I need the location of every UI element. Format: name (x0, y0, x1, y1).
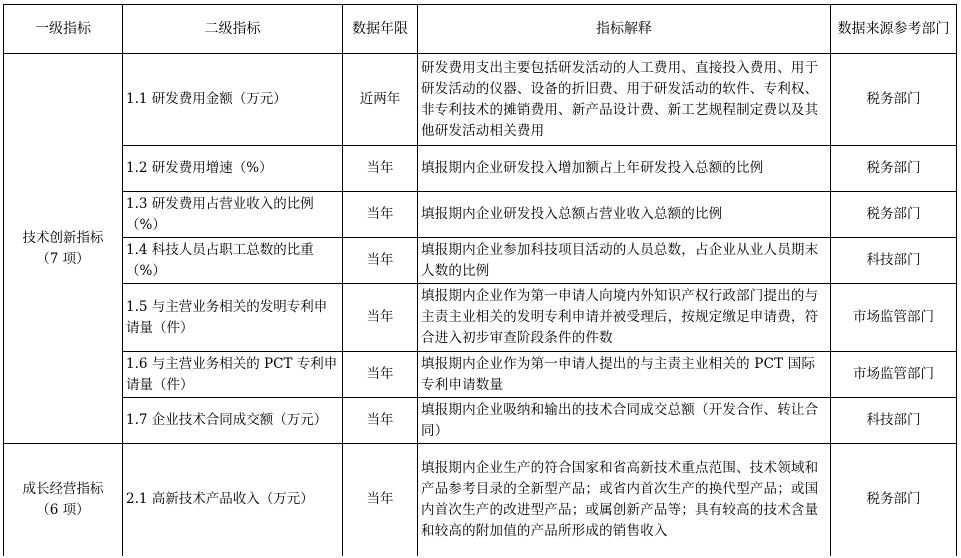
group-count: （6 项） (36, 501, 90, 518)
source-department: 税务部门 (831, 54, 957, 146)
indicator-name: 1.2 研发费用增速（%） (123, 146, 343, 192)
header-level1: 一级指标 (4, 5, 123, 54)
indicator-name: 1.4 科技人员占职工总数的比重（%） (123, 238, 343, 284)
indicator-explanation: 填报期内企业研发投入增加额占上年研发投入总额的比例 (418, 146, 831, 192)
indicator-name: 2.1 高新技术产品收入（万元） (123, 444, 343, 556)
data-years: 当年 (343, 238, 418, 284)
source-department: 市场监管部门 (831, 352, 957, 398)
source-department: 税务部门 (831, 146, 957, 192)
data-years: 当年 (343, 398, 418, 444)
table-row (4, 398, 957, 444)
group-name: 成长经营指标 (22, 480, 104, 497)
header-level2: 二级指标 (123, 5, 343, 54)
indicator-explanation: 填报期内企业生产的符合国家和省高新技术重点范围、技术领域和产品参考目录的全新型产品；或省内首次生产的换代型产品；或国内首次生产的改进型产品；或属创新产品等；具有较高的技术含量和较高的附加值的产品所形成的销售收入 (418, 444, 831, 556)
table-row (4, 54, 957, 146)
table-row (4, 238, 957, 284)
data-years: 近两年 (343, 54, 418, 146)
indicator-name: 1.3 研发费用占营业收入的比例（%） (123, 192, 343, 238)
indicator-table (3, 4, 957, 556)
indicator-explanation: 填报期内企业吸纳和输出的技术合同成交总额（开发合作、转让合同） (418, 398, 831, 444)
group-count: （7 项） (36, 250, 90, 267)
header-years: 数据年限 (343, 5, 418, 54)
source-department: 税务部门 (831, 192, 957, 238)
source-department: 科技部门 (831, 398, 957, 444)
indicator-name: 1.5 与主营业务相关的发明专利申请量（件） (123, 284, 343, 352)
data-years: 当年 (343, 284, 418, 352)
data-years: 当年 (343, 192, 418, 238)
indicator-explanation: 填报期内企业作为第一申请人向境内外知识产权行政部门提出的与主责主业相关的发明专利申请并被受理后，按规定缴足申请费，符合进入初步审查阶段条件的件数 (418, 284, 831, 352)
indicator-explanation: 研发费用支出主要包括研发活动的人工费用、直接投入费用、用于研发活动的仪器、设备的折旧费、用于研发活动的软件、专利权、非专利技术的摊销费用、新产品设计费、新工艺规程制定费以及其他研发活动相关费用 (418, 54, 831, 146)
table-row (4, 146, 957, 192)
group-label (4, 444, 123, 556)
data-years: 当年 (343, 444, 418, 556)
header-source: 数据来源参考部门 (831, 5, 957, 54)
indicator-name: 1.1 研发费用金额（万元） (123, 54, 343, 146)
indicator-name: 1.7 企业技术合同成交额（万元） (123, 398, 343, 444)
table-row (4, 352, 957, 398)
indicator-name: 1.6 与主营业务相关的 PCT 专利申请量（件） (123, 352, 343, 398)
table-row (4, 444, 957, 556)
data-years: 当年 (343, 352, 418, 398)
table-row (4, 284, 957, 352)
header-explanation: 指标解释 (418, 5, 831, 54)
indicator-explanation: 填报期内企业作为第一申请人提出的与主责主业相关的 PCT 国际专利申请数量 (418, 352, 831, 398)
header-row (4, 5, 957, 54)
indicator-explanation: 填报期内企业研发投入总额占营业收入总额的比例 (418, 192, 831, 238)
source-department: 科技部门 (831, 238, 957, 284)
group-label (4, 54, 123, 444)
source-department: 市场监管部门 (831, 284, 957, 352)
indicator-explanation: 填报期内企业参加科技项目活动的人员总数，占企业从业人员期末人数的比例 (418, 238, 831, 284)
source-department: 税务部门 (831, 444, 957, 556)
group-name: 技术创新指标 (22, 229, 104, 246)
table-row (4, 192, 957, 238)
data-years: 当年 (343, 146, 418, 192)
